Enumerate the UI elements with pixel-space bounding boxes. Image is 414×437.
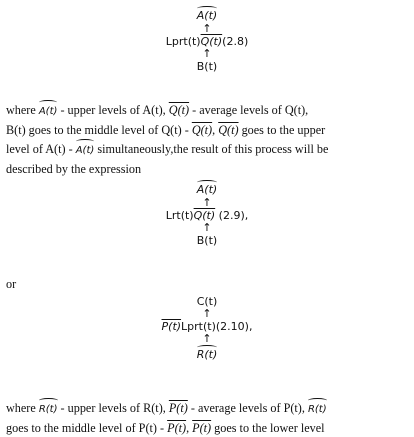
top-level-a: A(t) [197,6,217,22]
up-arrow-icon: ↑ [202,332,212,345]
paragraph-2: where R(t) - upper levels of R(t), P(t) - average levels of P(t), R(t) goes to the middle level of P(t) - P(t), P(t) goes to the lower level [6,398,406,437]
up-arrow-icon: ↑ [202,22,212,35]
diagram-2-10 [0,295,414,362]
diagram-2-8 [0,6,414,73]
expression-2-10: P(t)Lprt(t)(2.10), [161,320,253,333]
bottom-level-r: R(t) [197,345,218,361]
expression-2-8: Lprt(t)Q(t)(2.8) [165,35,249,48]
diagram-2-9 [0,180,414,247]
up-arrow-icon: ↑ [202,196,212,209]
top-level-a: A(t) [197,180,217,196]
bottom-level-b: B(t) [196,60,218,73]
bottom-level-b: B(t) [196,234,218,247]
or-text: or [6,277,17,291]
up-arrow-icon: ↑ [202,221,212,234]
up-arrow-icon: ↑ [202,47,212,60]
up-arrow-icon: ↑ [202,307,212,320]
expression-2-9: Lrt(t)Q(t) (2.9), [165,209,249,222]
paragraph-1: where A(t) - upper levels of A(t), Q(t) - average levels of Q(t), B(t) goes to the middle level of Q(t) - Q(t), Q(t) goes to the upper level of A(t) - A(t) simultaneously,the result of this process will be described by the expression [6,100,406,178]
top-level-c: C(t) [196,295,218,308]
